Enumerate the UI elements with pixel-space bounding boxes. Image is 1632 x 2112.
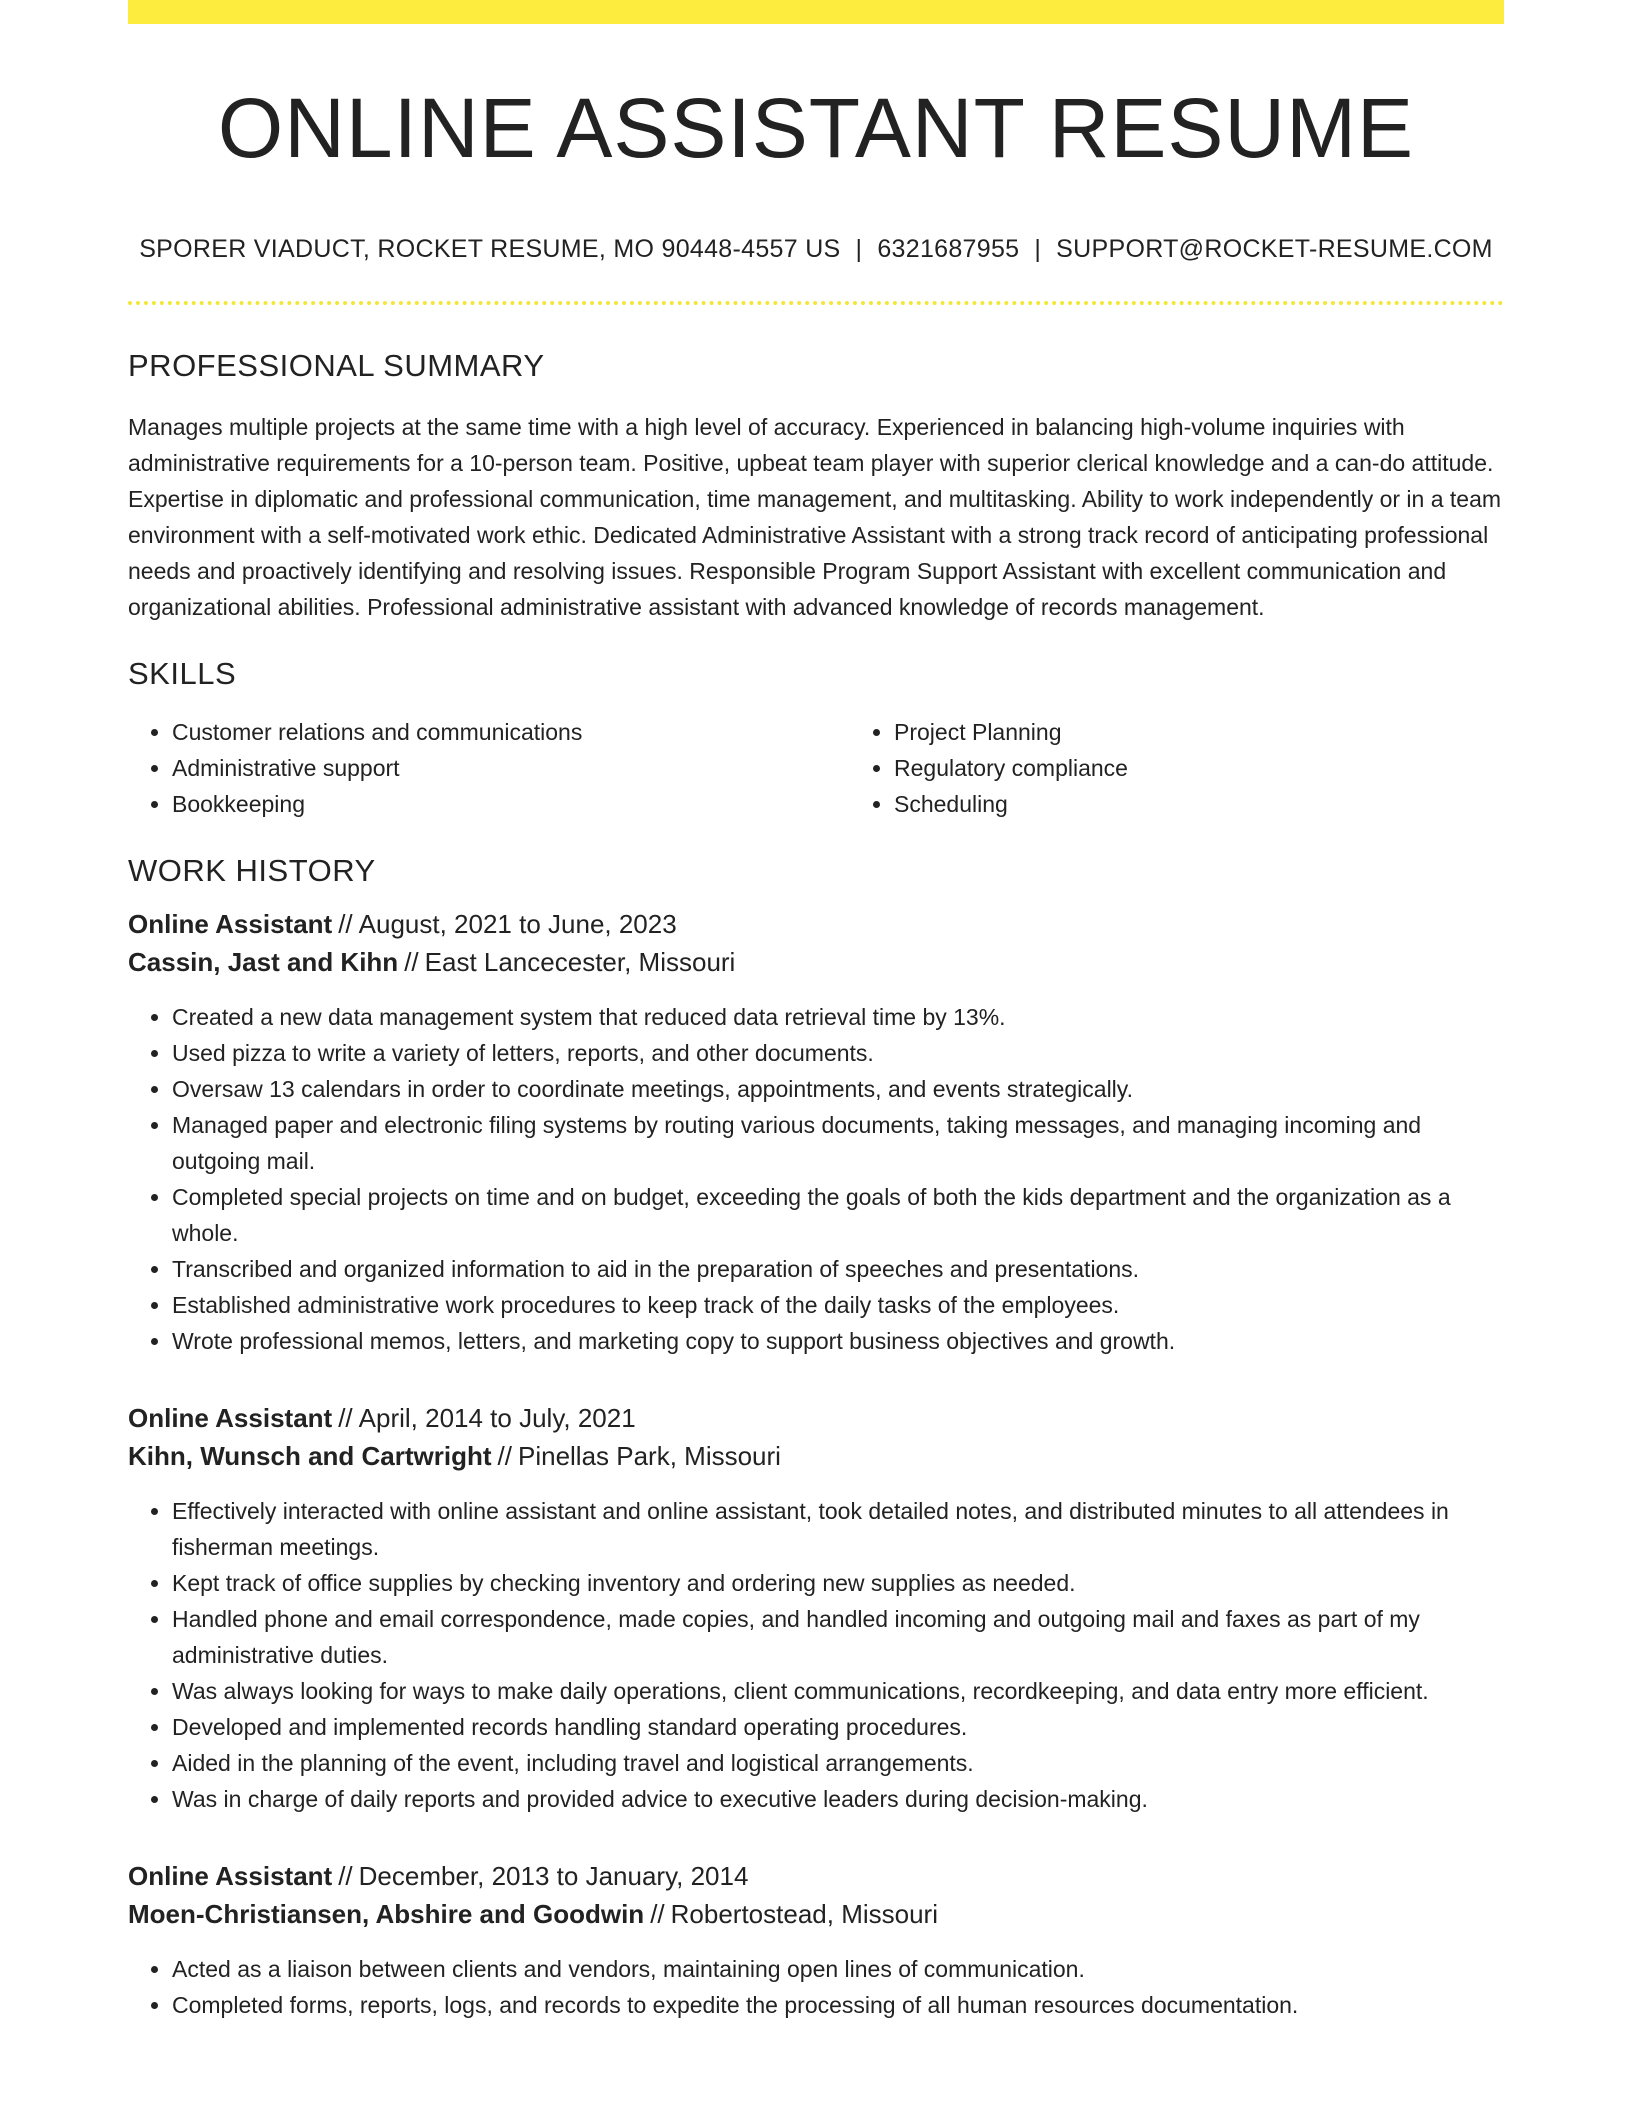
contact-email: SUPPORT@ROCKET-RESUME.COM [1056,235,1493,264]
separator: // [650,1898,665,1929]
skill-item: • Bookkeeping [172,786,850,822]
job-bullet: • Developed and implemented records handling standard operating procedures. [172,1709,1504,1745]
job-bullet: • Was always looking for ways to make daily operations, client communications, recordkeeping, and data entry more efficient. [172,1673,1504,1709]
job-bullet: • Oversaw 13 calendars in order to coordinate meetings, appointments, and events strategically. [172,1071,1504,1107]
job-bullets [128,1493,1504,1817]
job-dates: April, 2014 to July, 2021 [358,1402,636,1433]
skill-item: • Project Planning [894,714,1572,750]
summary-heading: PROFESSIONAL SUMMARY [128,348,545,384]
separator: // [338,1860,353,1891]
separator: // [497,1440,512,1471]
job-title: Online Assistant [128,908,333,939]
job-bullet: • Kept track of office supplies by checking inventory and ordering new supplies as needed. [172,1565,1504,1601]
skill-item: • Administrative support [172,750,850,786]
job-company-line [128,1895,1504,1933]
separator: // [404,946,419,977]
job-bullet: • Handled phone and email correspondence, made copies, and handled incoming and outgoing mail and faxes as part of my administrative duties. [172,1601,1504,1673]
work-history-heading: WORK HISTORY [128,852,376,888]
job-dates: December, 2013 to January, 2014 [358,1860,749,1891]
job-bullet: • Wrote professional memos, letters, and marketing copy to support business objectives and growth. [172,1323,1504,1359]
skills-column-left [128,714,850,822]
contact-separator: | [1034,235,1042,264]
job-dates: August, 2021 to June, 2023 [358,908,677,939]
job-company-line [128,943,1504,981]
contact-line [128,234,1504,264]
job-company: Kihn, Wunsch and Cartwright [128,1440,492,1471]
job-title: Online Assistant [128,1860,333,1891]
accent-top-bar [128,0,1504,24]
job-entry [128,1857,1504,2023]
job-bullet: • Effectively interacted with online assistant and online assistant, took detailed notes, and distributed minutes to all attendees in fisherman meetings. [172,1493,1504,1565]
skills-list [128,714,1504,822]
job-bullet: • Aided in the planning of the event, including travel and logistical arrangements. [172,1745,1504,1781]
job-company: Cassin, Jast and Kihn [128,946,399,977]
job-company: Moen-Christiansen, Abshire and Goodwin [128,1898,645,1929]
job-bullet: • Completed forms, reports, logs, and records to expedite the processing of all human resources documentation. [172,1987,1504,2023]
page-title: ONLINE ASSISTANT RESUME [217,81,1415,175]
contact-address: SPORER VIADUCT, ROCKET RESUME, MO 90448-4557 US [139,235,841,264]
job-title-line [128,1399,1504,1437]
resume-page [128,0,1504,2023]
job-location: East Lancecester, Missouri [424,946,736,977]
contact-phone: 6321687955 [877,235,1020,264]
separator: // [338,908,353,939]
job-company-line [128,1437,1504,1475]
job-bullet: • Established administrative work procedures to keep track of the daily tasks of the employees. [172,1287,1504,1323]
job-location: Pinellas Park, Missouri [517,1440,781,1471]
separator: // [338,1402,353,1433]
job-bullet: • Used pizza to write a variety of letters, reports, and other documents. [172,1035,1504,1071]
skill-item: • Regulatory compliance [894,750,1572,786]
job-bullet: • Completed special projects on time and on budget, exceeding the goals of both the kids department and the organization as a whole. [172,1179,1504,1251]
job-title-line [128,905,1504,943]
job-bullet: • Was in charge of daily reports and provided advice to executive leaders during decision-making. [172,1781,1504,1817]
skills-column-right [850,714,1572,822]
summary-text: Manages multiple projects at the same time with a high level of accuracy. Experienced in balancing high-volume inquiries with administrative requirements for a 10-person team. Positive, upbeat team player with superior clerical knowledge and a can-do attitude. Expertise in diplomatic and professional communication, time management, and multitasking. Ability to work independently or in a team environment with a self-motivated work ethic. Dedicated Administrative Assistant with a strong track record of anticipating professional needs and proactively identifying and resolving issues. Responsible Program Support Assistant with excellent communication and organizational abilities. Professional administrative assistant with advanced knowledge of records management. [128,413,1502,620]
dotted-divider [128,301,1504,305]
job-bullets [128,1951,1504,2023]
job-bullet: • Created a new data management system that reduced data retrieval time by 13%. [172,999,1504,1035]
job-location: Robertostead, Missouri [670,1898,938,1929]
job-entry [128,905,1504,1359]
job-bullet: • Managed paper and electronic filing systems by routing various documents, taking messages, and managing incoming and outgoing mail. [172,1107,1504,1179]
skill-item: • Scheduling [894,786,1572,822]
job-title-line [128,1857,1504,1895]
skills-heading: SKILLS [128,655,237,691]
job-bullets [128,999,1504,1359]
job-bullet: • Acted as a liaison between clients and vendors, maintaining open lines of communication. [172,1951,1504,1987]
job-title: Online Assistant [128,1402,333,1433]
job-bullet: • Transcribed and organized information to aid in the preparation of speeches and presentations. [172,1251,1504,1287]
skill-item: • Customer relations and communications [172,714,850,750]
contact-separator: | [855,235,863,264]
job-entry [128,1399,1504,1817]
